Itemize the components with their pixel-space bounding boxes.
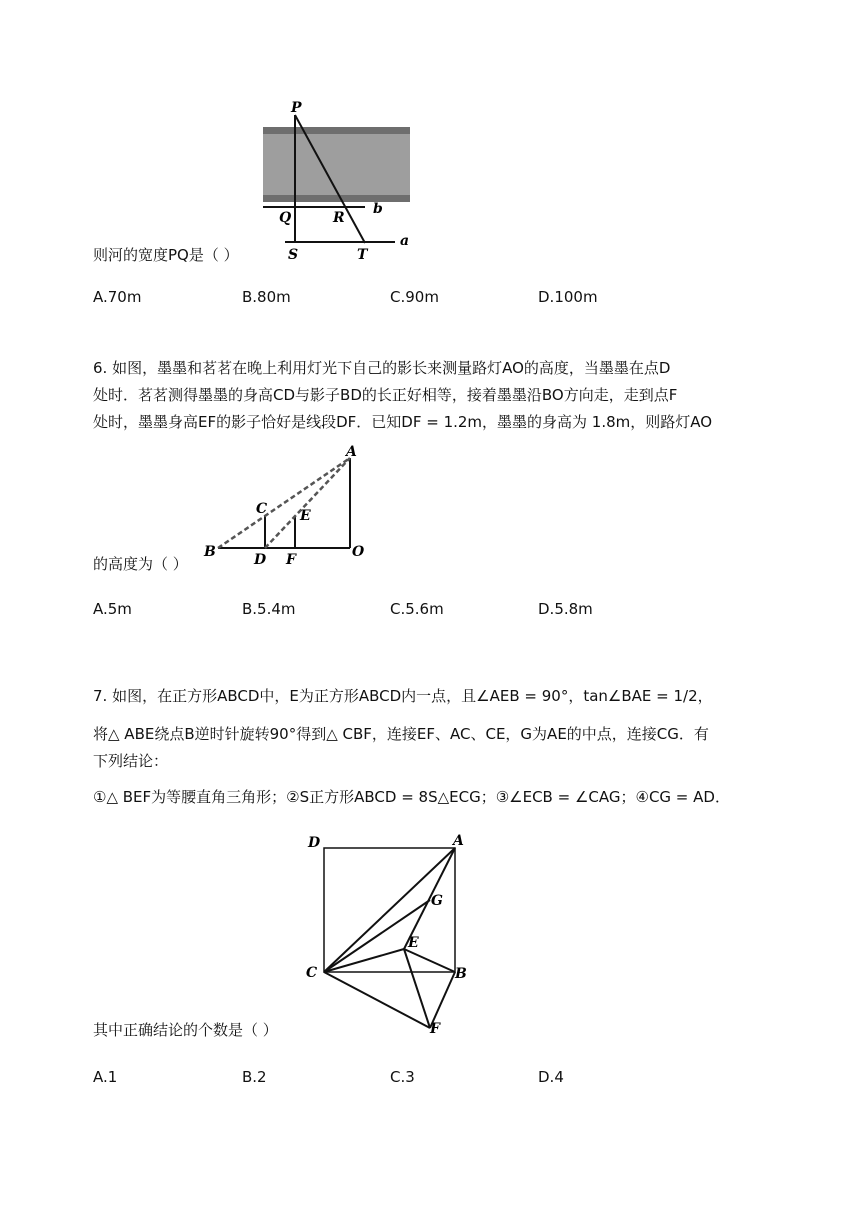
label-a: a	[400, 233, 410, 249]
q5-stem-tail: 则河的宽度PQ是（ ）	[93, 246, 239, 264]
label-R: R	[333, 210, 345, 226]
q7-stem-line-1: 7. 如图，在正方形ABCD中，E为正方形ABCD内一点，且∠AEB = 90°，tan∠BAE = 1/2，	[93, 687, 713, 705]
q7-conclusions: ①△ BEF为等腰直角三角形；②S正方形ABCD = 8S△ECG；③∠ECB = ∠CAG；④CG = AD．	[93, 788, 730, 806]
river-figure	[255, 95, 425, 265]
label-G: G	[431, 893, 443, 909]
q7-option-d: D.4	[538, 1068, 564, 1086]
label-A: A	[346, 444, 357, 460]
label-F: F	[430, 1021, 440, 1037]
q7-stem-line-3: 下列结论：	[93, 752, 169, 770]
label-C: C	[306, 965, 318, 981]
streetlight-figure	[200, 440, 380, 570]
label-E: E	[300, 508, 311, 524]
label-S: S	[288, 247, 299, 263]
q5-option-c: C.90m	[390, 288, 439, 306]
q7-option-c: C.3	[390, 1068, 415, 1086]
q5-option-a: A.70m	[93, 288, 142, 306]
q6-stem-line-2: 处时．茗茗测得墨墨的身高CD与影子BD的长正好相等，接着墨墨沿BO方向走，走到点F	[93, 386, 678, 404]
q5-option-d: D.100m	[538, 288, 598, 306]
q7-option-a: A.1	[93, 1068, 118, 1086]
q6-stem-tail: 的高度为（ ）	[93, 555, 188, 573]
q7-stem-tail: 其中正确结论的个数是（ ）	[93, 1021, 278, 1039]
label-T: T	[357, 247, 368, 263]
label-E: E	[408, 935, 419, 951]
q5-option-b: B.80m	[242, 288, 291, 306]
label-B: B	[455, 966, 467, 982]
q6-option-d: D.5.8m	[538, 600, 593, 618]
q6-option-c: C.5.6m	[390, 600, 444, 618]
label-B: B	[204, 544, 216, 560]
q6-stem-line-3: 处时，墨墨身高EF的影子恰好是线段DF．已知DF = 1.2m，墨墨的身高为 1.8m，则路灯AO	[93, 413, 713, 431]
label-b: b	[373, 201, 383, 217]
square-figure	[300, 825, 490, 1040]
label-D: D	[254, 552, 267, 568]
label-A: A	[453, 833, 464, 849]
label-C: C	[256, 501, 268, 517]
label-P: P	[291, 100, 302, 116]
label-F: F	[286, 552, 296, 568]
q6-stem-line-1: 6. 如图，墨墨和茗茗在晚上利用灯光下自己的影长来测量路灯AO的高度，当墨墨在点D	[93, 359, 671, 377]
q6-option-b: B.5.4m	[242, 600, 296, 618]
q7-option-b: B.2	[242, 1068, 267, 1086]
label-Q: Q	[279, 210, 292, 226]
q7-stem-line-2: 将△ ABE绕点B逆时针旋转90°得到△ CBF，连接EF、AC、CE，G为AE的中点，连接CG．有	[93, 725, 709, 743]
label-O: O	[352, 544, 365, 560]
q6-option-a: A.5m	[93, 600, 132, 618]
label-D: D	[308, 835, 321, 851]
